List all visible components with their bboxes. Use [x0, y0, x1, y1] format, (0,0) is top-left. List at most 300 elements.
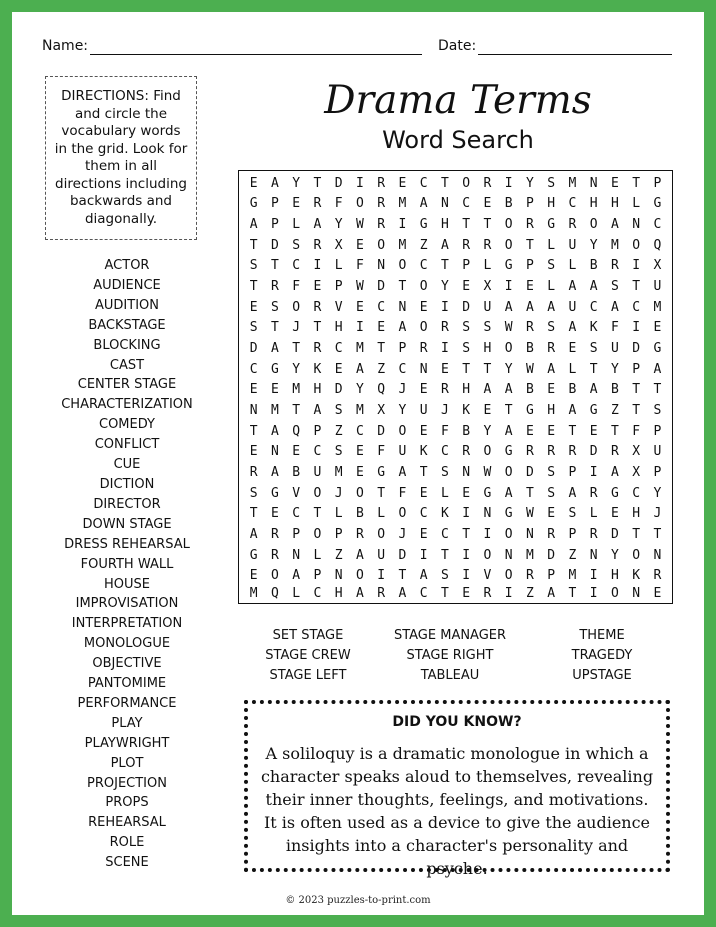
grid-letter[interactable]: D: [589, 444, 598, 460]
grid-letter[interactable]: R: [483, 585, 492, 601]
grid-letter[interactable]: S: [292, 237, 301, 253]
grid-letter[interactable]: R: [377, 585, 386, 601]
grid-letter[interactable]: I: [355, 175, 364, 191]
grid-letter[interactable]: J: [398, 382, 407, 398]
grid-letter[interactable]: O: [483, 444, 492, 460]
grid-letter[interactable]: O: [377, 526, 386, 542]
grid-letter[interactable]: P: [525, 196, 534, 212]
grid-letter[interactable]: O: [632, 237, 641, 253]
grid-letter[interactable]: E: [440, 361, 449, 377]
grid-letter[interactable]: H: [547, 196, 556, 212]
grid-letter[interactable]: E: [355, 237, 364, 253]
grid-letter[interactable]: G: [547, 217, 556, 233]
grid-letter[interactable]: P: [313, 568, 322, 584]
grid-letter[interactable]: I: [589, 585, 598, 601]
grid-letter[interactable]: C: [568, 196, 577, 212]
grid-letter[interactable]: P: [632, 361, 641, 377]
grid-letter[interactable]: L: [440, 485, 449, 501]
grid-letter[interactable]: K: [589, 320, 598, 336]
grid-letter[interactable]: G: [377, 464, 386, 480]
grid-letter[interactable]: T: [249, 506, 258, 522]
grid-letter[interactable]: P: [568, 526, 577, 542]
grid-letter[interactable]: E: [419, 299, 428, 315]
grid-letter[interactable]: A: [419, 196, 428, 212]
grid-letter[interactable]: M: [398, 196, 407, 212]
grid-letter[interactable]: G: [483, 485, 492, 501]
grid-letter[interactable]: E: [270, 506, 279, 522]
grid-letter[interactable]: R: [313, 341, 322, 357]
grid-letter[interactable]: T: [292, 341, 301, 357]
grid-letter[interactable]: P: [334, 279, 343, 295]
grid-letter[interactable]: F: [610, 320, 619, 336]
grid-letter[interactable]: O: [504, 341, 513, 357]
grid-letter[interactable]: S: [589, 341, 598, 357]
grid-letter[interactable]: L: [568, 361, 577, 377]
grid-letter[interactable]: A: [504, 423, 513, 439]
grid-letter[interactable]: P: [525, 258, 534, 274]
grid-letter[interactable]: R: [568, 444, 577, 460]
grid-letter[interactable]: S: [334, 444, 343, 460]
grid-letter[interactable]: I: [462, 547, 471, 563]
grid-letter[interactable]: S: [547, 464, 556, 480]
grid-letter[interactable]: T: [525, 485, 534, 501]
grid-letter[interactable]: I: [483, 526, 492, 542]
grid-letter[interactable]: C: [377, 299, 386, 315]
grid-letter[interactable]: N: [632, 217, 641, 233]
grid-letter[interactable]: E: [249, 444, 258, 460]
grid-letter[interactable]: Z: [334, 547, 343, 563]
grid-letter[interactable]: X: [653, 258, 662, 274]
grid-letter[interactable]: R: [462, 237, 471, 253]
grid-letter[interactable]: L: [292, 585, 301, 601]
grid-letter[interactable]: M: [568, 175, 577, 191]
grid-letter[interactable]: R: [547, 341, 556, 357]
grid-letter[interactable]: E: [610, 506, 619, 522]
grid-letter[interactable]: T: [440, 547, 449, 563]
grid-letter[interactable]: B: [504, 196, 513, 212]
grid-letter[interactable]: M: [398, 237, 407, 253]
grid-letter[interactable]: A: [547, 299, 556, 315]
grid-letter[interactable]: B: [355, 506, 364, 522]
grid-letter[interactable]: Z: [334, 423, 343, 439]
grid-letter[interactable]: L: [632, 196, 641, 212]
grid-letter[interactable]: T: [249, 237, 258, 253]
grid-letter[interactable]: Y: [292, 361, 301, 377]
grid-letter[interactable]: U: [483, 299, 492, 315]
grid-letter[interactable]: B: [589, 258, 598, 274]
grid-letter[interactable]: G: [504, 444, 513, 460]
grid-letter[interactable]: Y: [292, 175, 301, 191]
grid-letter[interactable]: M: [355, 341, 364, 357]
grid-letter[interactable]: U: [568, 237, 577, 253]
grid-letter[interactable]: R: [249, 464, 258, 480]
grid-letter[interactable]: E: [547, 423, 556, 439]
grid-letter[interactable]: O: [589, 217, 598, 233]
grid-letter[interactable]: U: [610, 341, 619, 357]
grid-letter[interactable]: W: [355, 279, 364, 295]
grid-letter[interactable]: O: [462, 175, 471, 191]
grid-letter[interactable]: U: [377, 547, 386, 563]
grid-letter[interactable]: D: [334, 382, 343, 398]
grid-letter[interactable]: D: [398, 547, 407, 563]
grid-letter[interactable]: O: [610, 585, 619, 601]
grid-letter[interactable]: E: [653, 320, 662, 336]
grid-letter[interactable]: L: [334, 258, 343, 274]
grid-letter[interactable]: R: [377, 196, 386, 212]
grid-letter[interactable]: I: [313, 258, 322, 274]
grid-letter[interactable]: L: [292, 217, 301, 233]
grid-letter[interactable]: D: [632, 341, 641, 357]
grid-letter[interactable]: W: [355, 217, 364, 233]
grid-letter[interactable]: O: [632, 547, 641, 563]
grid-letter[interactable]: R: [525, 320, 534, 336]
grid-letter[interactable]: J: [653, 506, 662, 522]
grid-letter[interactable]: N: [292, 547, 301, 563]
grid-letter[interactable]: P: [334, 526, 343, 542]
grid-letter[interactable]: C: [313, 585, 322, 601]
grid-letter[interactable]: I: [504, 279, 513, 295]
grid-letter[interactable]: E: [462, 279, 471, 295]
grid-letter[interactable]: G: [653, 341, 662, 357]
grid-letter[interactable]: A: [313, 217, 322, 233]
grid-letter[interactable]: C: [462, 196, 471, 212]
grid-letter[interactable]: I: [589, 568, 598, 584]
grid-letter[interactable]: G: [504, 506, 513, 522]
grid-letter[interactable]: H: [483, 341, 492, 357]
grid-letter[interactable]: H: [334, 585, 343, 601]
grid-letter[interactable]: N: [504, 547, 513, 563]
grid-letter[interactable]: E: [398, 175, 407, 191]
grid-letter[interactable]: L: [334, 506, 343, 522]
grid-letter[interactable]: R: [440, 320, 449, 336]
grid-letter[interactable]: F: [440, 423, 449, 439]
grid-letter[interactable]: W: [483, 464, 492, 480]
grid-letter[interactable]: L: [589, 506, 598, 522]
grid-letter[interactable]: A: [313, 402, 322, 418]
grid-letter[interactable]: C: [334, 341, 343, 357]
grid-letter[interactable]: T: [313, 506, 322, 522]
grid-letter[interactable]: B: [568, 382, 577, 398]
grid-letter[interactable]: N: [525, 526, 534, 542]
grid-letter[interactable]: X: [483, 279, 492, 295]
grid-letter[interactable]: H: [632, 506, 641, 522]
grid-letter[interactable]: N: [632, 585, 641, 601]
grid-letter[interactable]: D: [270, 237, 279, 253]
grid-letter[interactable]: H: [610, 196, 619, 212]
grid-letter[interactable]: D: [334, 175, 343, 191]
grid-letter[interactable]: Y: [610, 547, 619, 563]
grid-letter[interactable]: D: [377, 279, 386, 295]
grid-letter[interactable]: Q: [292, 423, 301, 439]
grid-letter[interactable]: G: [589, 402, 598, 418]
grid-letter[interactable]: S: [547, 258, 556, 274]
grid-letter[interactable]: U: [653, 279, 662, 295]
grid-letter[interactable]: G: [419, 217, 428, 233]
grid-letter[interactable]: X: [632, 464, 641, 480]
grid-letter[interactable]: R: [270, 526, 279, 542]
grid-letter[interactable]: A: [504, 382, 513, 398]
grid-letter[interactable]: N: [483, 506, 492, 522]
grid-letter[interactable]: A: [483, 382, 492, 398]
grid-letter[interactable]: M: [334, 464, 343, 480]
grid-letter[interactable]: S: [440, 568, 449, 584]
grid-letter[interactable]: E: [525, 279, 534, 295]
grid-letter[interactable]: S: [462, 341, 471, 357]
grid-letter[interactable]: E: [249, 382, 258, 398]
grid-letter[interactable]: A: [504, 299, 513, 315]
grid-letter[interactable]: A: [270, 464, 279, 480]
grid-letter[interactable]: N: [270, 444, 279, 460]
grid-letter[interactable]: G: [270, 361, 279, 377]
grid-letter[interactable]: S: [462, 320, 471, 336]
grid-letter[interactable]: S: [653, 402, 662, 418]
grid-letter[interactable]: R: [525, 568, 534, 584]
grid-letter[interactable]: I: [462, 568, 471, 584]
grid-letter[interactable]: P: [547, 568, 556, 584]
grid-letter[interactable]: E: [292, 196, 301, 212]
grid-letter[interactable]: N: [334, 568, 343, 584]
grid-letter[interactable]: T: [483, 361, 492, 377]
grid-letter[interactable]: V: [292, 485, 301, 501]
grid-letter[interactable]: M: [568, 568, 577, 584]
grid-letter[interactable]: T: [610, 423, 619, 439]
grid-letter[interactable]: W: [504, 320, 513, 336]
grid-letter[interactable]: A: [355, 585, 364, 601]
grid-letter[interactable]: T: [504, 402, 513, 418]
grid-letter[interactable]: D: [462, 299, 471, 315]
grid-letter[interactable]: H: [547, 402, 556, 418]
grid-letter[interactable]: E: [334, 361, 343, 377]
grid-letter[interactable]: E: [462, 585, 471, 601]
grid-letter[interactable]: I: [355, 320, 364, 336]
grid-letter[interactable]: M: [610, 237, 619, 253]
grid-letter[interactable]: J: [292, 320, 301, 336]
grid-letter[interactable]: G: [249, 196, 258, 212]
grid-letter[interactable]: H: [440, 217, 449, 233]
grid-letter[interactable]: H: [589, 196, 598, 212]
grid-letter[interactable]: T: [313, 175, 322, 191]
grid-letter[interactable]: M: [292, 382, 301, 398]
grid-letter[interactable]: C: [440, 526, 449, 542]
grid-letter[interactable]: C: [292, 506, 301, 522]
grid-letter[interactable]: T: [632, 402, 641, 418]
grid-letter[interactable]: L: [483, 258, 492, 274]
grid-letter[interactable]: A: [568, 279, 577, 295]
grid-letter[interactable]: S: [483, 320, 492, 336]
grid-letter[interactable]: B: [525, 341, 534, 357]
grid-letter[interactable]: R: [377, 175, 386, 191]
grid-letter[interactable]: L: [547, 279, 556, 295]
grid-letter[interactable]: T: [653, 382, 662, 398]
grid-letter[interactable]: B: [610, 382, 619, 398]
grid-letter[interactable]: R: [270, 547, 279, 563]
grid-letter[interactable]: Y: [525, 175, 534, 191]
grid-letter[interactable]: R: [547, 526, 556, 542]
grid-letter[interactable]: C: [419, 506, 428, 522]
grid-letter[interactable]: M: [525, 547, 534, 563]
grid-letter[interactable]: E: [355, 299, 364, 315]
grid-letter[interactable]: F: [334, 196, 343, 212]
grid-letter[interactable]: T: [589, 361, 598, 377]
grid-letter[interactable]: O: [504, 526, 513, 542]
grid-letter[interactable]: C: [653, 217, 662, 233]
grid-letter[interactable]: R: [440, 382, 449, 398]
grid-letter[interactable]: W: [525, 361, 534, 377]
grid-letter[interactable]: Z: [610, 402, 619, 418]
grid-letter[interactable]: T: [292, 402, 301, 418]
grid-letter[interactable]: T: [270, 320, 279, 336]
grid-letter[interactable]: A: [610, 299, 619, 315]
grid-letter[interactable]: Y: [610, 361, 619, 377]
grid-letter[interactable]: O: [483, 547, 492, 563]
grid-letter[interactable]: A: [249, 217, 258, 233]
grid-letter[interactable]: N: [419, 361, 428, 377]
grid-letter[interactable]: L: [377, 506, 386, 522]
grid-letter[interactable]: A: [504, 485, 513, 501]
grid-letter[interactable]: T: [398, 568, 407, 584]
grid-letter[interactable]: P: [270, 196, 279, 212]
grid-letter[interactable]: A: [610, 464, 619, 480]
grid-letter[interactable]: R: [525, 444, 534, 460]
grid-letter[interactable]: J: [334, 485, 343, 501]
grid-letter[interactable]: S: [249, 258, 258, 274]
grid-letter[interactable]: E: [525, 423, 534, 439]
grid-letter[interactable]: E: [313, 279, 322, 295]
grid-letter[interactable]: I: [632, 320, 641, 336]
grid-letter[interactable]: P: [270, 217, 279, 233]
grid-letter[interactable]: R: [270, 279, 279, 295]
grid-letter[interactable]: A: [547, 585, 556, 601]
grid-letter[interactable]: H: [313, 382, 322, 398]
grid-letter[interactable]: B: [292, 464, 301, 480]
grid-letter[interactable]: G: [610, 485, 619, 501]
grid-letter[interactable]: Y: [653, 485, 662, 501]
grid-letter[interactable]: C: [419, 175, 428, 191]
grid-letter[interactable]: M: [270, 402, 279, 418]
grid-letter[interactable]: E: [377, 320, 386, 336]
grid-letter[interactable]: P: [292, 526, 301, 542]
grid-letter[interactable]: A: [249, 526, 258, 542]
grid-letter[interactable]: D: [249, 341, 258, 357]
grid-letter[interactable]: T: [249, 279, 258, 295]
grid-letter[interactable]: S: [249, 485, 258, 501]
grid-letter[interactable]: T: [632, 279, 641, 295]
grid-letter[interactable]: A: [270, 341, 279, 357]
grid-letter[interactable]: O: [504, 568, 513, 584]
grid-letter[interactable]: H: [334, 320, 343, 336]
grid-letter[interactable]: U: [568, 299, 577, 315]
grid-letter[interactable]: O: [355, 196, 364, 212]
grid-letter[interactable]: Z: [377, 361, 386, 377]
grid-letter[interactable]: A: [398, 585, 407, 601]
grid-letter[interactable]: E: [249, 568, 258, 584]
grid-letter[interactable]: B: [462, 423, 471, 439]
grid-letter[interactable]: S: [270, 299, 279, 315]
grid-letter[interactable]: P: [568, 464, 577, 480]
grid-letter[interactable]: E: [653, 585, 662, 601]
grid-letter[interactable]: R: [355, 526, 364, 542]
grid-letter[interactable]: A: [270, 175, 279, 191]
grid-letter[interactable]: L: [547, 237, 556, 253]
grid-letter[interactable]: S: [547, 175, 556, 191]
grid-letter[interactable]: F: [292, 279, 301, 295]
grid-letter[interactable]: E: [419, 526, 428, 542]
grid-letter[interactable]: T: [462, 217, 471, 233]
grid-letter[interactable]: N: [589, 175, 598, 191]
grid-letter[interactable]: K: [313, 361, 322, 377]
grid-letter[interactable]: C: [313, 444, 322, 460]
grid-letter[interactable]: O: [313, 485, 322, 501]
grid-letter[interactable]: Y: [440, 279, 449, 295]
grid-letter[interactable]: M: [653, 299, 662, 315]
grid-letter[interactable]: A: [525, 299, 534, 315]
grid-letter[interactable]: E: [419, 485, 428, 501]
grid-letter[interactable]: E: [547, 506, 556, 522]
grid-letter[interactable]: R: [589, 526, 598, 542]
grid-letter[interactable]: S: [610, 279, 619, 295]
grid-letter[interactable]: E: [249, 299, 258, 315]
grid-letter[interactable]: A: [292, 568, 301, 584]
grid-letter[interactable]: I: [504, 585, 513, 601]
grid-letter[interactable]: R: [377, 217, 386, 233]
grid-letter[interactable]: T: [568, 423, 577, 439]
grid-letter[interactable]: D: [610, 526, 619, 542]
grid-letter[interactable]: E: [568, 341, 577, 357]
grid-letter[interactable]: O: [504, 217, 513, 233]
grid-letter[interactable]: R: [313, 196, 322, 212]
grid-letter[interactable]: R: [610, 258, 619, 274]
grid-letter[interactable]: F: [377, 444, 386, 460]
grid-letter[interactable]: T: [377, 485, 386, 501]
grid-letter[interactable]: D: [525, 464, 534, 480]
grid-letter[interactable]: A: [419, 568, 428, 584]
grid-letter[interactable]: E: [355, 444, 364, 460]
grid-letter[interactable]: K: [440, 506, 449, 522]
grid-letter[interactable]: C: [632, 485, 641, 501]
grid-letter[interactable]: E: [483, 402, 492, 418]
grid-letter[interactable]: A: [440, 237, 449, 253]
grid-letter[interactable]: U: [398, 444, 407, 460]
grid-letter[interactable]: T: [525, 237, 534, 253]
grid-letter[interactable]: U: [313, 464, 322, 480]
grid-letter[interactable]: T: [653, 526, 662, 542]
grid-letter[interactable]: O: [419, 279, 428, 295]
grid-letter[interactable]: T: [398, 279, 407, 295]
grid-letter[interactable]: P: [398, 341, 407, 357]
grid-letter[interactable]: E: [483, 196, 492, 212]
grid-letter[interactable]: D: [547, 547, 556, 563]
grid-letter[interactable]: N: [653, 547, 662, 563]
grid-letter[interactable]: K: [419, 444, 428, 460]
grid-letter[interactable]: P: [313, 423, 322, 439]
grid-letter[interactable]: M: [249, 585, 258, 601]
grid-letter[interactable]: I: [632, 258, 641, 274]
grid-letter[interactable]: Z: [525, 585, 534, 601]
grid-letter[interactable]: T: [440, 258, 449, 274]
grid-letter[interactable]: K: [462, 402, 471, 418]
grid-letter[interactable]: P: [462, 258, 471, 274]
grid-letter[interactable]: J: [440, 402, 449, 418]
grid-letter[interactable]: P: [653, 175, 662, 191]
grid-letter[interactable]: R: [589, 485, 598, 501]
grid-letter[interactable]: T: [249, 423, 258, 439]
grid-letter[interactable]: C: [632, 299, 641, 315]
grid-letter[interactable]: N: [398, 299, 407, 315]
grid-letter[interactable]: A: [568, 485, 577, 501]
grid-letter[interactable]: S: [547, 485, 556, 501]
grid-letter[interactable]: S: [334, 402, 343, 418]
grid-letter[interactable]: I: [440, 299, 449, 315]
